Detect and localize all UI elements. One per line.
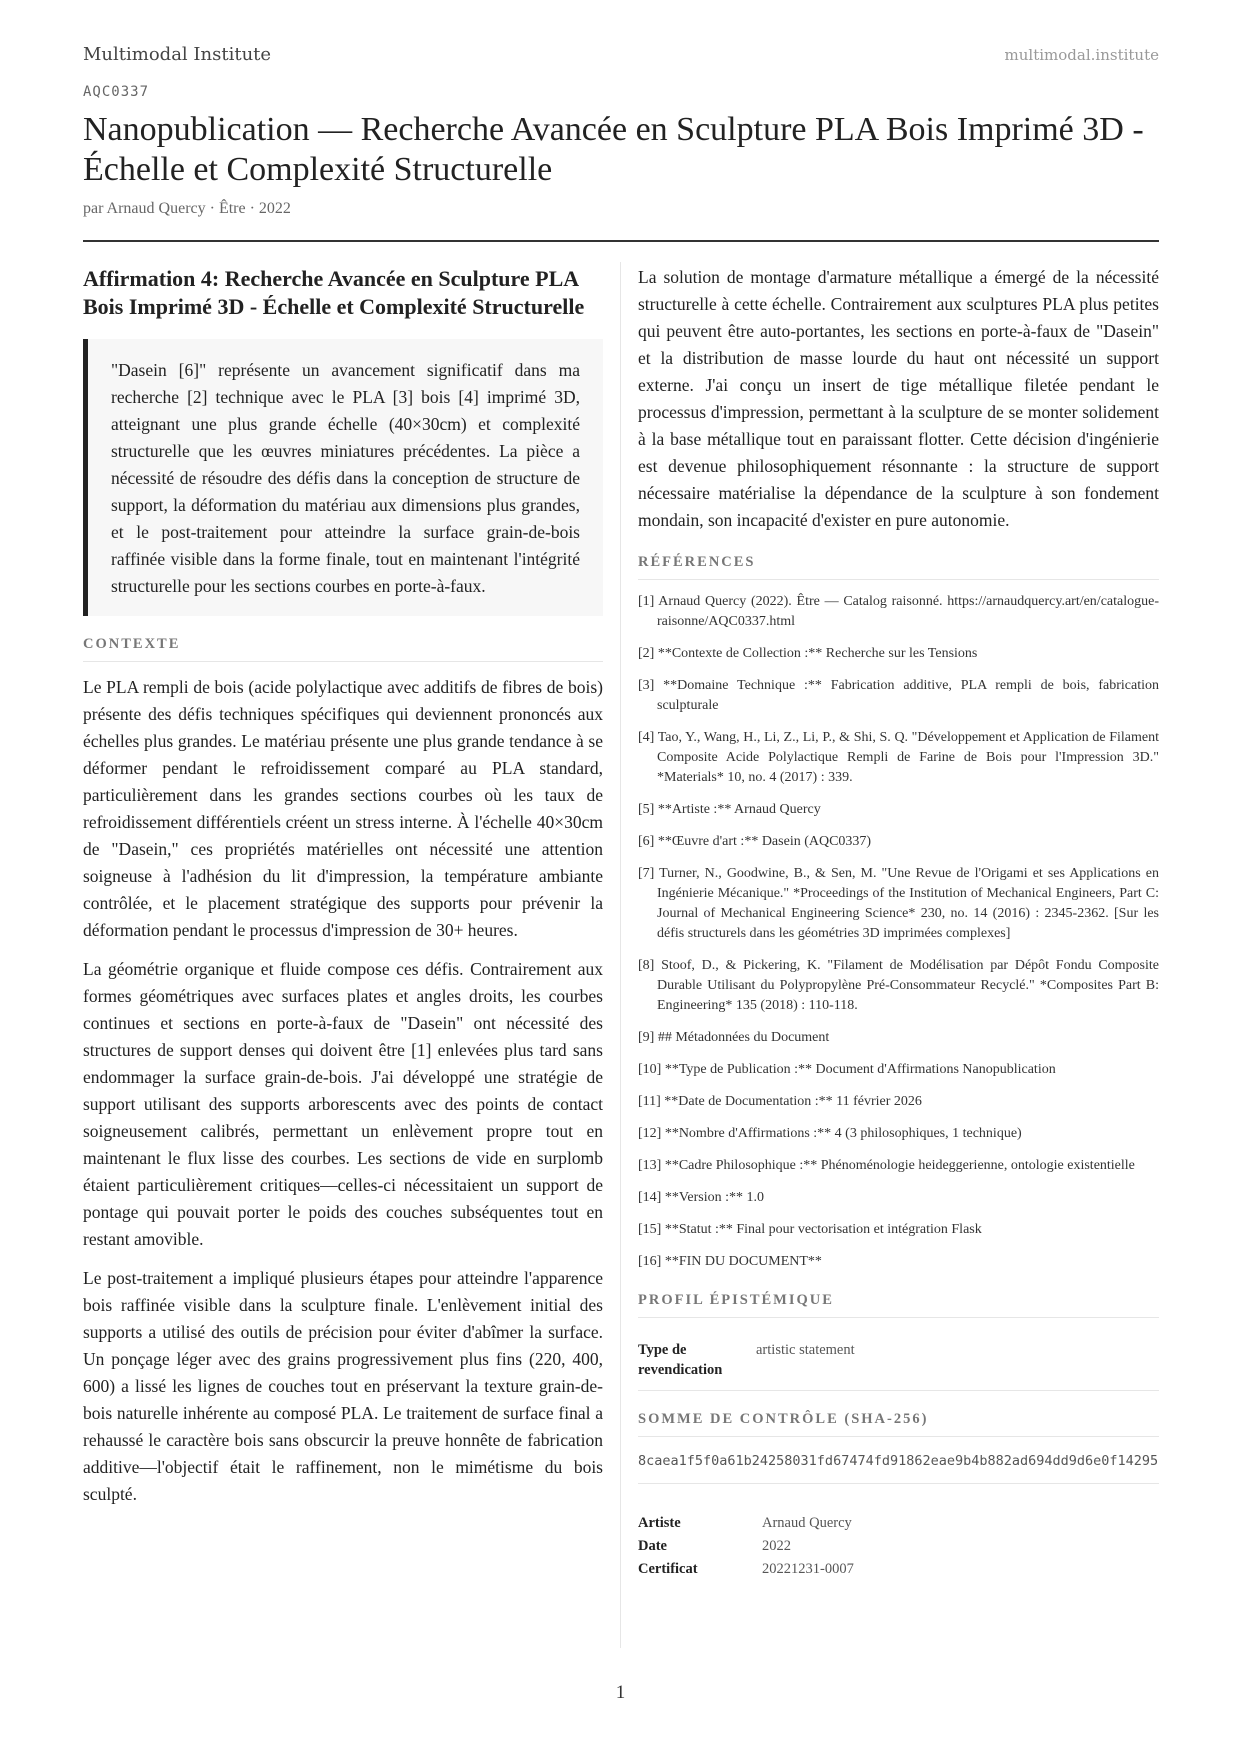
context-paragraph: Le PLA rempli de bois (acide polylactique avec additifs de fibres de bois) présente des défis techniques spécifiques qui deviennent prononcés aux échelles plus grandes. Le matériau présente une plus grande tendance à se déformer pendant le refroidissement comparé au PLA standard, particulièrement dans les grandes sections courbes où les taux de refroidissement différentiels créent un stress interne. À l'échelle 40×30cm de "Dasein," ces propriétés matérielles ont nécessité une attention soigneuse à l'adhésion du lit d'impression, la température ambiante contrôlée, et le placement stratégique des supports pour prévenir la déformation pendant le processus d'impression de 30+ heures. [83, 677, 603, 940]
claim-title: Affirmation 4: Recherche Avancée en Sculpture PLA Bois Imprimé 3D - Échelle et Complexité Structurelle [83, 266, 585, 319]
reference-item: [2] **Contexte de Collection :** Recherche sur les Tensions [638, 646, 978, 661]
reference-item: [4] Tao, Y., Wang, H., Li, Z., Li, P., & Shi, S. Q. "Développement et Application de Filament Composite Acide Polylactique Rempli de Farine de Bois pour l'Impression 3D." *Materials* 10, no. 4 (2017) : 339. [638, 730, 1159, 785]
reference-item: [11] **Date de Documentation :** 11 février 2026 [638, 1094, 922, 1109]
context-paragraph: La géométrie organique et fluide compose ces défis. Contrairement aux formes géométriques avec surfaces plates et angles droits, les courbes continues et sections en porte-à-faux de "Dasein" ont nécessité des structures de support denses qui doivent être [1] enlevées plus tard sans endommager la surface grain-de-bois. J'ai développé une stratégie de support utilisant des supports arborescents avec des points de contact soigneusement calibrés, permettant un enlèvement propre tout en maintenant le flux lisse des courbes. Les sections de vide en surplomb étaient particulièrement critiques—celles-ci nécessitaient un support de pontage qui pouvait porter le poids des couches subséquentes tout en restant amovible. [83, 959, 603, 1249]
page-number: 1 [615, 1682, 626, 1703]
metadata-table [638, 1514, 1159, 1579]
catalog-code: AQC0337 [83, 84, 150, 100]
context-paragraph: Le post-traitement a impliqué plusieurs étapes pour atteindre l'apparence bois raffinée visible dans la sculpture finale. L'enlèvement initial des supports a utilisé des outils de précision pour éviter d'abîmer la surface. Un ponçage léger avec des grains progressivement plus fins (220, 400, 600) a lissé les lignes de couches tout en préservant la texture grain-de-bois naturelle inhérente au composé PLA. Le traitement de surface final a rehaussé le caractère bois sans obscurcir la preuve honnête de fabrication additive—l'objectif était le raffinement, non le mimétisme du bois sculpté. [83, 1268, 603, 1504]
checksum-value: 8caea1f5f0a61b24258031fd67474fd91862eae9b4b882ad694dd9d6e0f14295 [638, 1449, 1159, 1484]
page-header [83, 44, 1159, 68]
certificate-value: 20221231-0007 [762, 1561, 854, 1577]
right-column [638, 265, 1159, 1579]
reference-item: [6] **Œuvre d'art :** Dasein (AQC0337) [638, 834, 872, 849]
reference-list [638, 592, 1159, 1272]
profile-value: artistic statement [756, 1342, 855, 1358]
references-label: RÉFÉRENCES [638, 554, 1159, 580]
reference-item: [8] Stoof, D., & Pickering, K. "Filament de Modélisation par Dépôt Fondu Composite Durable Utilisant du Polypropylène Pré-Consommateur Recyclé." *Composites Part B: Engineering* 135 (2018) : 110-118. [638, 958, 1159, 1013]
reference-item: [14] **Version :** 1.0 [638, 1190, 764, 1205]
reference-item: [12] **Nombre d'Affirmations :** 4 (3 philosophiques, 1 technique) [638, 1126, 1022, 1141]
artist-label: Artiste [638, 1515, 681, 1531]
page-title: Nanopublication — Recherche Avancée en Sculpture PLA Bois Imprimé 3D - Échelle et Complexité Structurelle [83, 111, 1144, 188]
reference-item: [15] **Statut :** Final pour vectorisation et intégration Flask [638, 1222, 982, 1237]
byline: par Arnaud Quercy · Être · 2022 [83, 200, 291, 217]
context-label: CONTEXTE [83, 636, 603, 662]
reference-item: [16] **FIN DU DOCUMENT** [638, 1254, 822, 1269]
reference-item: [3] **Domaine Technique :** Fabrication additive, PLA rempli de bois, fabrication sculpturale [638, 678, 1159, 713]
profile-label: PROFIL ÉPISTÉMIQUE [638, 1292, 1159, 1318]
reference-item: [9] ## Métadonnées du Document [638, 1030, 830, 1045]
date-value: 2022 [762, 1538, 791, 1554]
artist-value: Arnaud Quercy [762, 1515, 852, 1531]
context-paragraph: La solution de montage d'armature métallique a émergé de la nécessité structurelle à cette échelle. Contrairement aux sculptures PLA plus petites qui peuvent être auto-portantes, les sections en porte-à-faux de "Dasein" et la distribution de masse lourde du haut ont nécessité un support externe. J'ai conçu un insert de tige métallique filetée pendant le processus d'impression, permettant à la sculpture de se monter solidement à la base métallique tout en paraissant flotter. Cette décision d'ingénierie est devenue philosophiquement résonnante : la structure de support nécessaire matérialise la dépendance de la sculpture à son fondement mondain, son incapacité d'exister en pure autonomie. [638, 267, 1159, 530]
reference-item: [10] **Type de Publication :** Document d'Affirmations Nanopublication [638, 1062, 1056, 1077]
reference-item: [5] **Artiste :** Arnaud Quercy [638, 802, 821, 817]
date-label: Date [638, 1538, 667, 1554]
column-divider [620, 262, 621, 1648]
left-column [83, 265, 603, 1520]
checksum-label: SOMME DE CONTRÔLE (SHA-256) [638, 1411, 1159, 1437]
claim-quote: "Dasein [6]" représente un avancement significatif dans ma recherche [2] technique avec le PLA [3] bois [4] imprimé 3D, atteignant une plus grande échelle (40×30cm) et complexité structurelle que les œuvres miniatures précédentes. La pièce a nécessité de résoudre des défis dans la conception de structure de support, la déformation du matériau aux dimensions plus grandes, et le post-traitement pour atteindre la surface grain-de-bois raffinée visible dans la forme finale, tout en maintenant l'intégrité structurelle pour les sections courbes en porte-à-faux. [83, 339, 603, 616]
header-rule [83, 240, 1159, 242]
certificate-label: Certificat [638, 1561, 698, 1577]
reference-item: [7] Turner, N., Goodwine, B., & Sen, M. "Une Revue de l'Origami et ses Applications en Ingénierie Mécanique." *Proceedings of the Institution of Mechanical Engineers, Part C: Journal of Mechanical Engineering Science* 230, no. 14 (2016) : 2345-2362. [Sur les défis structurels dans les géométries 3D imprimées complexes] [638, 866, 1159, 941]
profile-table [638, 1330, 1159, 1391]
reference-item: [13] **Cadre Philosophique :** Phénoménologie heideggerienne, ontologie existentielle [638, 1158, 1135, 1173]
reference-item: [1] Arnaud Quercy (2022). Être — Catalog raisonné. https://arnaudquercy.art/en/catalogue-raisonne/AQC0337.html [638, 594, 1159, 629]
site-link[interactable]: multimodal.institute [1004, 46, 1159, 64]
institute-name: Multimodal Institute [83, 44, 272, 65]
profile-key: Type de revendication [638, 1342, 723, 1378]
